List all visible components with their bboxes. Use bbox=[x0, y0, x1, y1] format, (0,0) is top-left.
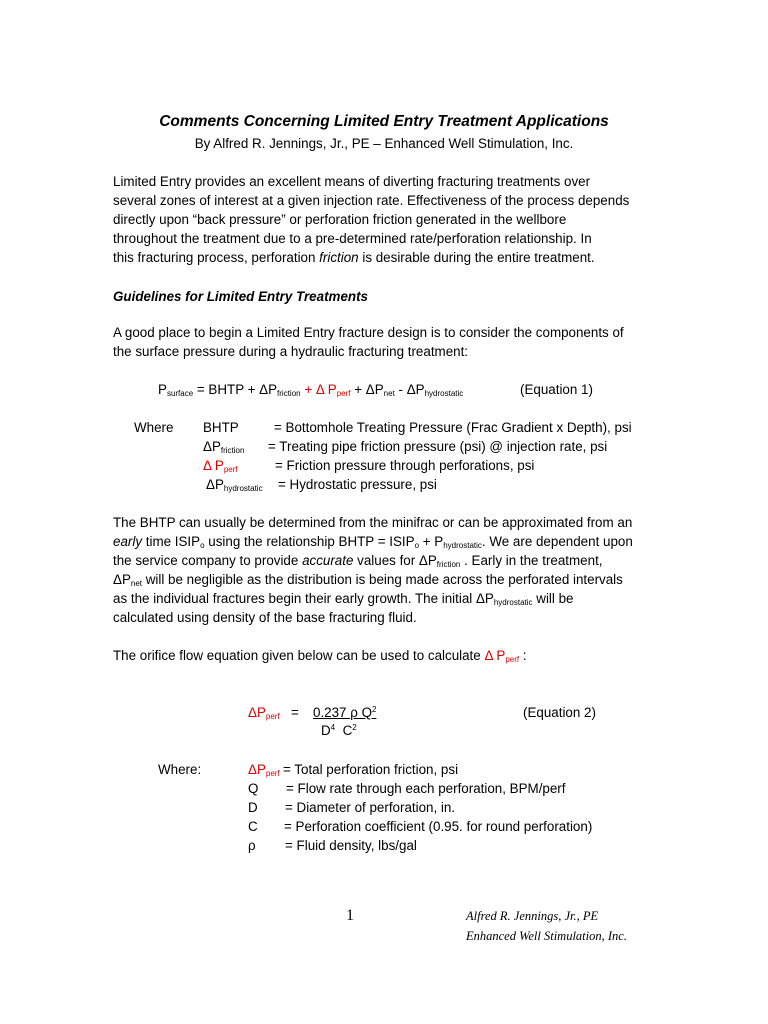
sub: hydrostatic bbox=[493, 598, 533, 607]
term-symbol-text: ΔP bbox=[203, 439, 221, 454]
equation-2-denominator bbox=[321, 721, 357, 740]
document-title: Comments Concerning Limited Entry Treatment Applications bbox=[159, 113, 609, 130]
term-definition: = Fluid density, lbs/gal bbox=[285, 838, 417, 853]
page-number: 1 bbox=[346, 907, 354, 924]
term-symbol bbox=[206, 475, 263, 494]
equation-2-label: (Equation 2) bbox=[523, 705, 596, 720]
footer-author-line: Enhanced Well Stimulation, Inc. bbox=[466, 929, 627, 943]
footer-author bbox=[466, 906, 627, 946]
term-symbol-text: ΔP bbox=[206, 477, 224, 492]
term-symbol: ρ bbox=[248, 838, 256, 853]
italic-word: early bbox=[113, 534, 143, 549]
intro-line: several zones of interest at a given injection rate. Effectiveness of the process depends bbox=[113, 193, 630, 208]
eq1-p: P bbox=[158, 382, 167, 397]
eq1-sub: net bbox=[383, 389, 395, 398]
sub: net bbox=[130, 579, 143, 588]
text: + P bbox=[419, 534, 444, 549]
paragraph-line: calculated using density of the base fracturing fluid. bbox=[113, 610, 417, 625]
text: will be bbox=[532, 591, 574, 606]
eq1-plus: + bbox=[300, 382, 316, 397]
paragraph-line: A good place to begin a Limited Entry fracture design is to consider the components of bbox=[113, 325, 624, 340]
paragraph-line bbox=[113, 551, 673, 570]
intro-line: throughout the treatment due to a pre-determined rate/perforation relationship. In bbox=[113, 231, 592, 246]
eq1-sub: surface bbox=[166, 389, 194, 398]
denom-d: D bbox=[321, 723, 331, 738]
intro-line: Limited Entry provides an excellent means of diverting fracturing treatments over bbox=[113, 174, 591, 189]
sub: hydrostatic bbox=[443, 541, 482, 550]
term-definition: = Hydrostatic pressure, psi bbox=[278, 477, 437, 492]
term-definition: = Treating pipe friction pressure (psi) @ injection rate, psi bbox=[268, 439, 608, 454]
term-symbol-text: Δ P bbox=[203, 458, 224, 473]
sub: o bbox=[414, 541, 420, 550]
term-symbol-sub: perf bbox=[223, 465, 238, 474]
eq1-text: + ΔP bbox=[350, 382, 384, 397]
byline: By Alfred R. Jennings, Jr., PE – Enhanced Well Stimulation, Inc. bbox=[194, 136, 574, 151]
eq2-lhs-sub: perf bbox=[265, 712, 280, 721]
term-definition: = Flow rate through each perforation, BPM/perf bbox=[286, 781, 566, 796]
text: The orifice flow equation given below can be used to calculate bbox=[113, 648, 485, 663]
text: will be negligible as the distribution is being made across the perforated intervals bbox=[142, 572, 623, 587]
denom-c: C bbox=[342, 723, 353, 738]
term-symbol-sub: perf bbox=[265, 769, 280, 778]
term-definition: = Friction pressure through perforations, psi bbox=[275, 458, 535, 473]
sub: friction bbox=[436, 560, 461, 569]
equation-1 bbox=[158, 380, 463, 399]
term-symbol-sub: hydrostatic bbox=[223, 484, 263, 493]
text: : bbox=[519, 648, 527, 663]
orifice-paragraph bbox=[113, 646, 527, 665]
text: ΔP bbox=[113, 572, 131, 587]
term-symbol: D bbox=[248, 800, 258, 815]
text: . We are dependent upon bbox=[481, 534, 633, 549]
equation-1-label: (Equation 1) bbox=[520, 382, 593, 397]
footer-author-line: Alfred R. Jennings, Jr., PE bbox=[466, 909, 599, 923]
components-paragraph bbox=[113, 323, 673, 361]
section-heading: Guidelines for Limited Entry Treatments bbox=[113, 289, 368, 304]
eq1-dp-perf: Δ P bbox=[315, 382, 337, 397]
dp-perf: Δ P bbox=[484, 648, 506, 663]
term-symbol bbox=[203, 437, 244, 456]
term-symbol bbox=[203, 456, 238, 475]
paragraph-line bbox=[113, 532, 673, 551]
eq1-sub: friction bbox=[277, 389, 301, 398]
term-symbol: Q bbox=[248, 781, 259, 796]
term-definition: = Bottomhole Treating Pressure (Frac Gradient x Depth), psi bbox=[274, 420, 632, 435]
sub: o bbox=[200, 541, 205, 550]
eq1-text: - ΔP bbox=[394, 382, 425, 397]
intro-text: is desirable during the entire treatment. bbox=[358, 250, 595, 265]
eq2-lhs-text: ΔP bbox=[248, 705, 266, 720]
paragraph-line bbox=[113, 570, 673, 589]
text: using the relationship BHTP = ISIP bbox=[204, 534, 415, 549]
intro-text: this fracturing process, perforation bbox=[113, 250, 320, 265]
numerator-text: 0.237 ρ Q bbox=[313, 705, 372, 720]
term-symbol-sub: friction bbox=[220, 446, 245, 455]
eq1-sub: perf bbox=[336, 389, 351, 398]
term-symbol: C bbox=[248, 819, 258, 834]
text: the service company to provide bbox=[113, 553, 303, 568]
term-symbol: BHTP bbox=[203, 420, 239, 435]
text: values for ΔP bbox=[353, 553, 437, 568]
sub: perf bbox=[505, 655, 520, 664]
term-symbol bbox=[248, 760, 280, 779]
term-symbol-text: ΔP bbox=[248, 762, 266, 777]
bhtp-paragraph bbox=[113, 513, 673, 627]
eq1-sub: hydrostatic bbox=[424, 389, 464, 398]
numerator-sup: 2 bbox=[371, 705, 377, 714]
term-definition: = Diameter of perforation, in. bbox=[285, 800, 456, 815]
denom-c-sup: 2 bbox=[352, 723, 357, 732]
text: . Early in the treatment, bbox=[460, 553, 603, 568]
equation-2-equals: = bbox=[291, 705, 299, 720]
term-definition: = Perforation coefficient (0.95. for round perforation) bbox=[284, 819, 593, 834]
text: as the individual fractures begin their early growth. The initial ΔP bbox=[113, 591, 494, 606]
paragraph-line: the surface pressure during a hydraulic fracturing treatment: bbox=[113, 344, 469, 359]
where-label: Where: bbox=[158, 762, 202, 777]
eq1-text: = BHTP + ΔP bbox=[193, 382, 278, 397]
text: time ISIP bbox=[142, 534, 201, 549]
equation-2-numerator bbox=[313, 703, 376, 722]
intro-line bbox=[113, 248, 673, 267]
denom-d-sup: 4 bbox=[330, 723, 336, 732]
where-label: Where bbox=[134, 420, 174, 435]
italic-word: accurate bbox=[302, 553, 354, 568]
intro-line: directly upon “back pressure” or perforation friction generated in the wellbore bbox=[113, 212, 567, 227]
paragraph-line: The BHTP can usually be determined from the minifrac or can be approximated from an bbox=[113, 515, 633, 530]
intro-paragraph bbox=[113, 172, 673, 267]
term-definition: = Total perforation friction, psi bbox=[283, 762, 459, 777]
paragraph-line bbox=[113, 589, 673, 608]
intro-italic-word: friction bbox=[319, 250, 359, 265]
equation-2-lhs bbox=[248, 703, 280, 722]
